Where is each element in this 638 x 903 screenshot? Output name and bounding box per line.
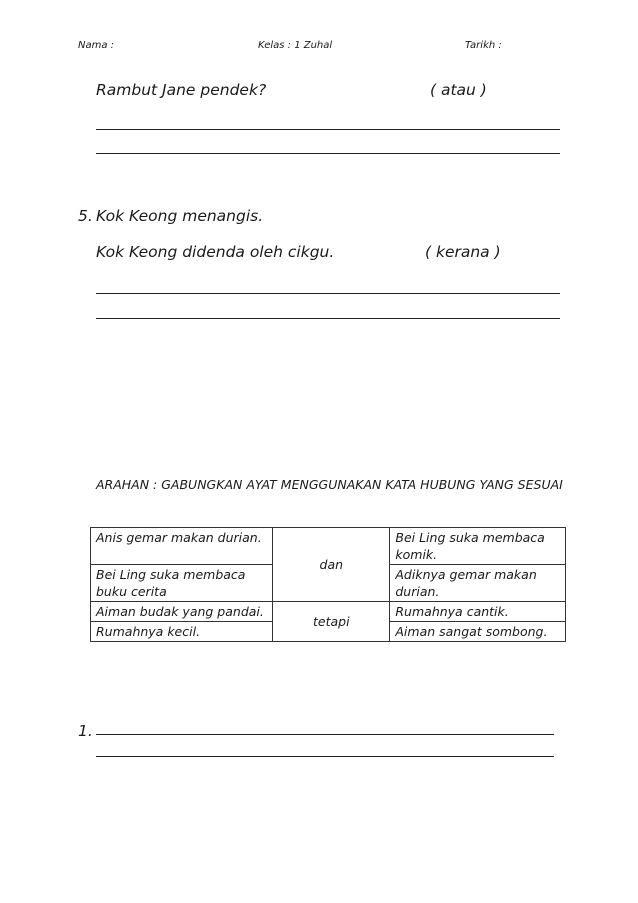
table-cell-right: Rumahnya cantik. xyxy=(390,602,566,622)
answer-1-line-1[interactable] xyxy=(96,734,554,735)
q4-conjunction: ( atau ) xyxy=(430,81,487,99)
instruction-heading: ARAHAN : GABUNGKAN AYAT MENGGUNAKAN KATA HUBUNG YANG SESUAI xyxy=(96,477,563,492)
answer-1-line-2[interactable] xyxy=(96,756,554,757)
q5-sentence-2: Kok Keong didenda oleh cikgu. xyxy=(96,243,335,261)
table-cell-conjunction: tetapi xyxy=(273,602,390,642)
q5-answer-line-2[interactable] xyxy=(96,318,560,319)
kelas-label: Kelas : 1 Zuhal xyxy=(258,40,333,51)
q4-sentence: Rambut Jane pendek? xyxy=(96,81,267,99)
table-cell-left: Anis gemar makan durian. xyxy=(91,528,273,565)
table-cell-left: Aiman budak yang pandai. xyxy=(91,602,273,622)
table-row xyxy=(91,528,566,565)
table-cell-conjunction: dan xyxy=(273,528,390,602)
q5-answer-line-1[interactable] xyxy=(96,293,560,294)
table-row xyxy=(91,602,566,622)
table-cell-left: Bei Ling suka membaca buku cerita xyxy=(91,565,273,602)
answer-1-number: 1. xyxy=(78,722,93,740)
q4-answer-line-2[interactable] xyxy=(96,153,560,154)
q4-answer-line-1[interactable] xyxy=(96,129,560,130)
q5-sentence-1: Kok Keong menangis. xyxy=(96,207,264,225)
q5-number: 5. xyxy=(78,207,93,225)
q5-conjunction: ( kerana ) xyxy=(425,243,501,261)
conjunction-table xyxy=(90,527,566,642)
table-cell-right: Aiman sangat sombong. xyxy=(390,622,566,642)
table-cell-right: Adiknya gemar makan durian. xyxy=(390,565,566,602)
nama-label: Nama : xyxy=(78,40,115,51)
table-cell-left: Rumahnya kecil. xyxy=(91,622,273,642)
table-cell-right: Bei Ling suka membaca komik. xyxy=(390,528,566,565)
tarikh-label: Tarikh : xyxy=(465,40,502,51)
